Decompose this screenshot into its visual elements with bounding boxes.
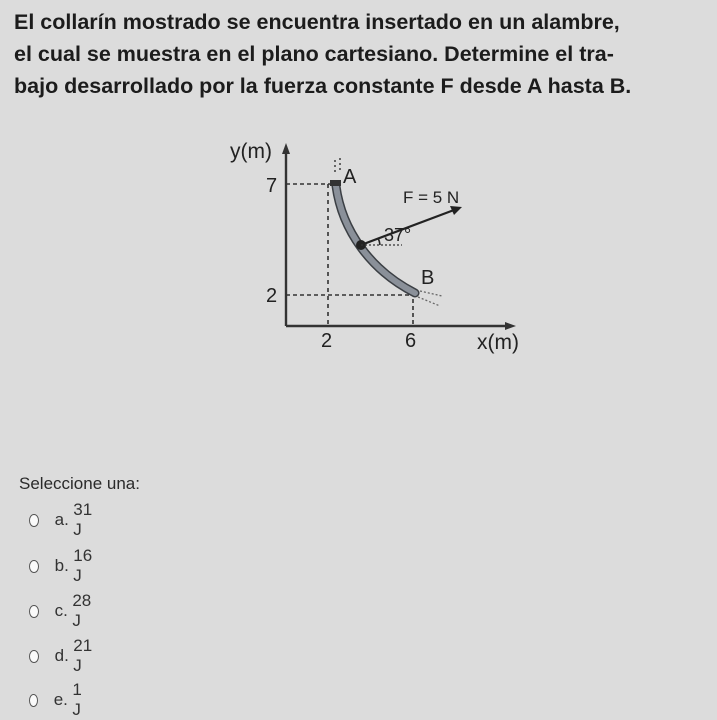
radio-button-icon[interactable] [29,605,39,618]
radio-button-icon[interactable] [29,650,39,663]
radio-button-icon[interactable] [29,560,39,573]
option-letter: b. [54,556,69,575]
point-a-label: A [343,166,357,188]
wire-end-a [330,180,341,186]
option-letter: e. [53,690,68,709]
angle-label: 37° [384,225,412,245]
option-letter: d. [54,646,69,665]
x-axis-arrow [505,322,516,330]
x-axis-label: x(m) [477,331,519,354]
option-b[interactable] [29,546,96,585]
question-line-3: bajo desarrollado por la fuerza constante F desde A hasta B. [14,74,632,98]
wire-end-b-dash-2 [420,291,442,296]
question-line-1: El collarín mostrado se encuentra insertado en un alambre, [14,10,620,34]
point-b-label: B [421,267,435,289]
option-letter: a. [54,510,69,529]
option-a[interactable] [29,500,96,539]
y-axis-label: y(m) [230,140,272,163]
wire-end-b-dash [418,297,440,306]
option-c[interactable] [29,591,95,630]
radio-button-icon[interactable] [29,514,39,527]
radio-button-icon[interactable] [29,694,38,707]
option-text: 1 J [72,680,82,719]
x-tick-2: 2 [321,330,333,352]
option-text: 16 J [73,546,93,585]
option-d[interactable] [29,636,96,675]
option-text: 31 J [73,500,93,539]
option-letter: c. [54,601,68,620]
y-tick-7: 7 [266,175,278,197]
option-text: 28 J [72,591,92,630]
option-e[interactable] [29,680,86,719]
select-prompt: Seleccione una: [19,474,140,493]
option-text: 21 J [73,636,93,675]
y-tick-2: 2 [266,285,278,307]
x-tick-6: 6 [405,330,417,352]
force-label: F = 5 N [403,188,460,207]
y-axis-arrow [282,143,290,154]
question-line-2: el cual se muestra en el plano cartesiano. Determine el tra- [14,42,614,66]
